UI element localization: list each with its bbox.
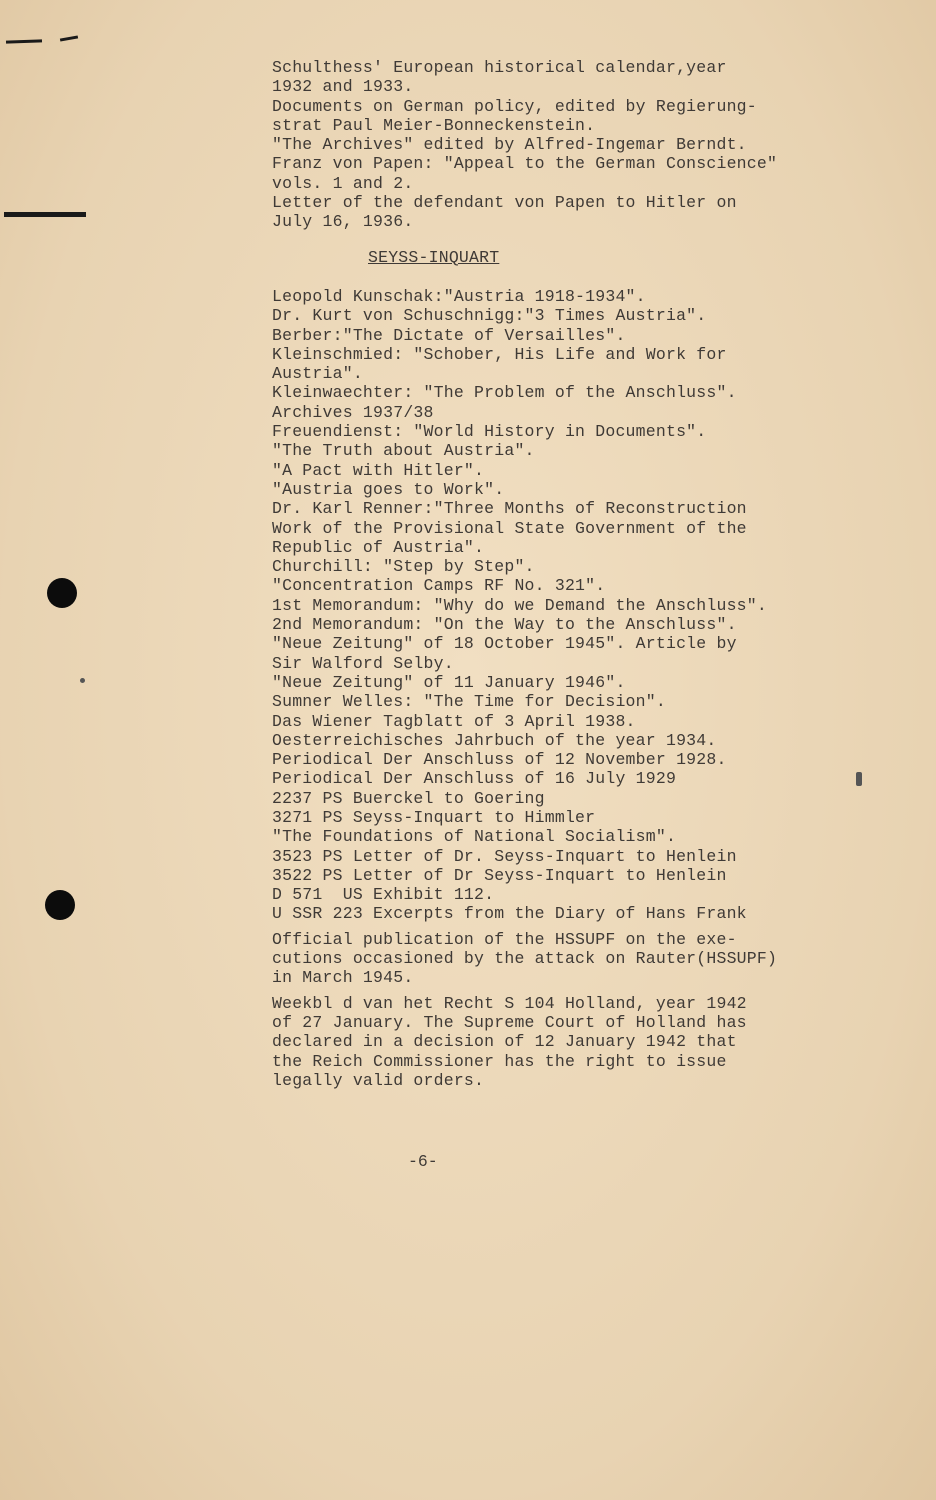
text-line: Dr. Karl Renner:"Three Months of Reconstruction	[272, 499, 747, 519]
text-line: "A Pact with Hitler".	[272, 460, 485, 480]
text-line: the Reich Commissioner has the right to issue	[272, 1051, 727, 1071]
text-line: Work of the Provisional State Government of the	[272, 518, 747, 538]
text-line: Kleinwaechter: "The Problem of the Anschluss".	[272, 383, 737, 403]
text-line: 1932 and 1933.	[272, 77, 414, 97]
text-line: 1st Memorandum: "Why do we Demand the Anschluss".	[272, 595, 767, 615]
text-line: Sumner Welles: "The Time for Decision".	[272, 692, 666, 712]
text-line: "The Truth about Austria".	[272, 441, 535, 461]
intro-references	[272, 58, 862, 232]
text-line: strat Paul Meier-Bonneckenstein.	[272, 115, 596, 135]
punch-hole	[47, 578, 77, 608]
text-line: "Neue Zeitung" of 18 October 1945". Article by	[272, 634, 737, 654]
text-line: of 27 January. The Supreme Court of Holland has	[272, 1012, 747, 1032]
seyss-inquart-references	[272, 287, 862, 924]
speck	[80, 678, 85, 683]
hssupf-paragraph	[272, 930, 862, 988]
document-text	[272, 58, 862, 1090]
text-line: Churchill: "Step by Step".	[272, 557, 535, 577]
text-line: 2237 PS Buerckel to Goering	[272, 788, 545, 808]
section-heading: SEYSS-INQUART	[368, 247, 500, 267]
text-line: Republic of Austria".	[272, 537, 485, 557]
punch-hole	[45, 890, 75, 920]
text-line: "Austria goes to Work".	[272, 479, 505, 499]
text-line: Austria".	[272, 364, 363, 384]
text-line: Franz von Papen: "Appeal to the German Conscience"	[272, 154, 778, 174]
text-line: Documents on German policy, edited by Regierung-	[272, 96, 757, 116]
text-line: Weekbl d van het Recht S 104 Holland, year 1942	[272, 993, 747, 1013]
text-line: declared in a decision of 12 January 1942 that	[272, 1032, 737, 1052]
text-line: D 571 US Exhibit 112.	[272, 885, 495, 905]
margin-mark	[6, 39, 42, 43]
margin-mark	[60, 35, 78, 41]
page-number: -6-	[408, 1152, 438, 1171]
text-line: cutions occasioned by the attack on Rauter(HSSUPF)	[272, 949, 778, 969]
text-line: Dr. Kurt von Schuschnigg:"3 Times Austria".	[272, 306, 707, 326]
text-line: Schulthess' European historical calendar,year	[272, 58, 727, 77]
text-line: 3523 PS Letter of Dr. Seyss-Inquart to Henlein	[272, 846, 737, 866]
text-line: Periodical Der Anschluss of 12 November 1928.	[272, 750, 727, 770]
text-line: 3522 PS Letter of Dr Seyss-Inquart to Henlein	[272, 865, 727, 885]
text-line: Official publication of the HSSUPF on the exe-	[272, 929, 737, 949]
text-line: "The Archives" edited by Alfred-Ingemar Berndt.	[272, 135, 747, 155]
text-line: "The Foundations of National Socialism".	[272, 827, 677, 847]
text-line: July 16, 1936.	[272, 212, 414, 232]
text-line: Kleinschmied: "Schober, His Life and Work for	[272, 344, 727, 364]
text-line: 3271 PS Seyss-Inquart to Himmler	[272, 807, 596, 827]
text-line: Berber:"The Dictate of Versailles".	[272, 325, 626, 345]
text-line: Sir Walford Selby.	[272, 653, 454, 673]
text-line: "Concentration Camps RF No. 321".	[272, 576, 606, 596]
text-line: Periodical Der Anschluss of 16 July 1929	[272, 769, 677, 789]
text-line: Archives 1937/38	[272, 402, 434, 422]
text-line: legally valid orders.	[272, 1070, 485, 1090]
text-line: 2nd Memorandum: "On the Way to the Anschluss".	[272, 615, 737, 635]
text-line: Freuendienst: "World History in Documents".	[272, 422, 707, 442]
text-line: in March 1945.	[272, 968, 414, 988]
text-line: U SSR 223 Excerpts from the Diary of Hans Frank	[272, 904, 747, 924]
holland-paragraph	[272, 994, 862, 1090]
text-line: Letter of the defendant von Papen to Hitler on	[272, 193, 737, 213]
text-line: "Neue Zeitung" of 11 January 1946".	[272, 672, 626, 692]
text-line: vols. 1 and 2.	[272, 173, 414, 193]
text-line: Leopold Kunschak:"Austria 1918-1934".	[272, 286, 646, 306]
text-line: Oesterreichisches Jahrbuch of the year 1934.	[272, 730, 717, 750]
text-line: Das Wiener Tagblatt of 3 April 1938.	[272, 711, 636, 731]
margin-mark	[4, 212, 86, 217]
